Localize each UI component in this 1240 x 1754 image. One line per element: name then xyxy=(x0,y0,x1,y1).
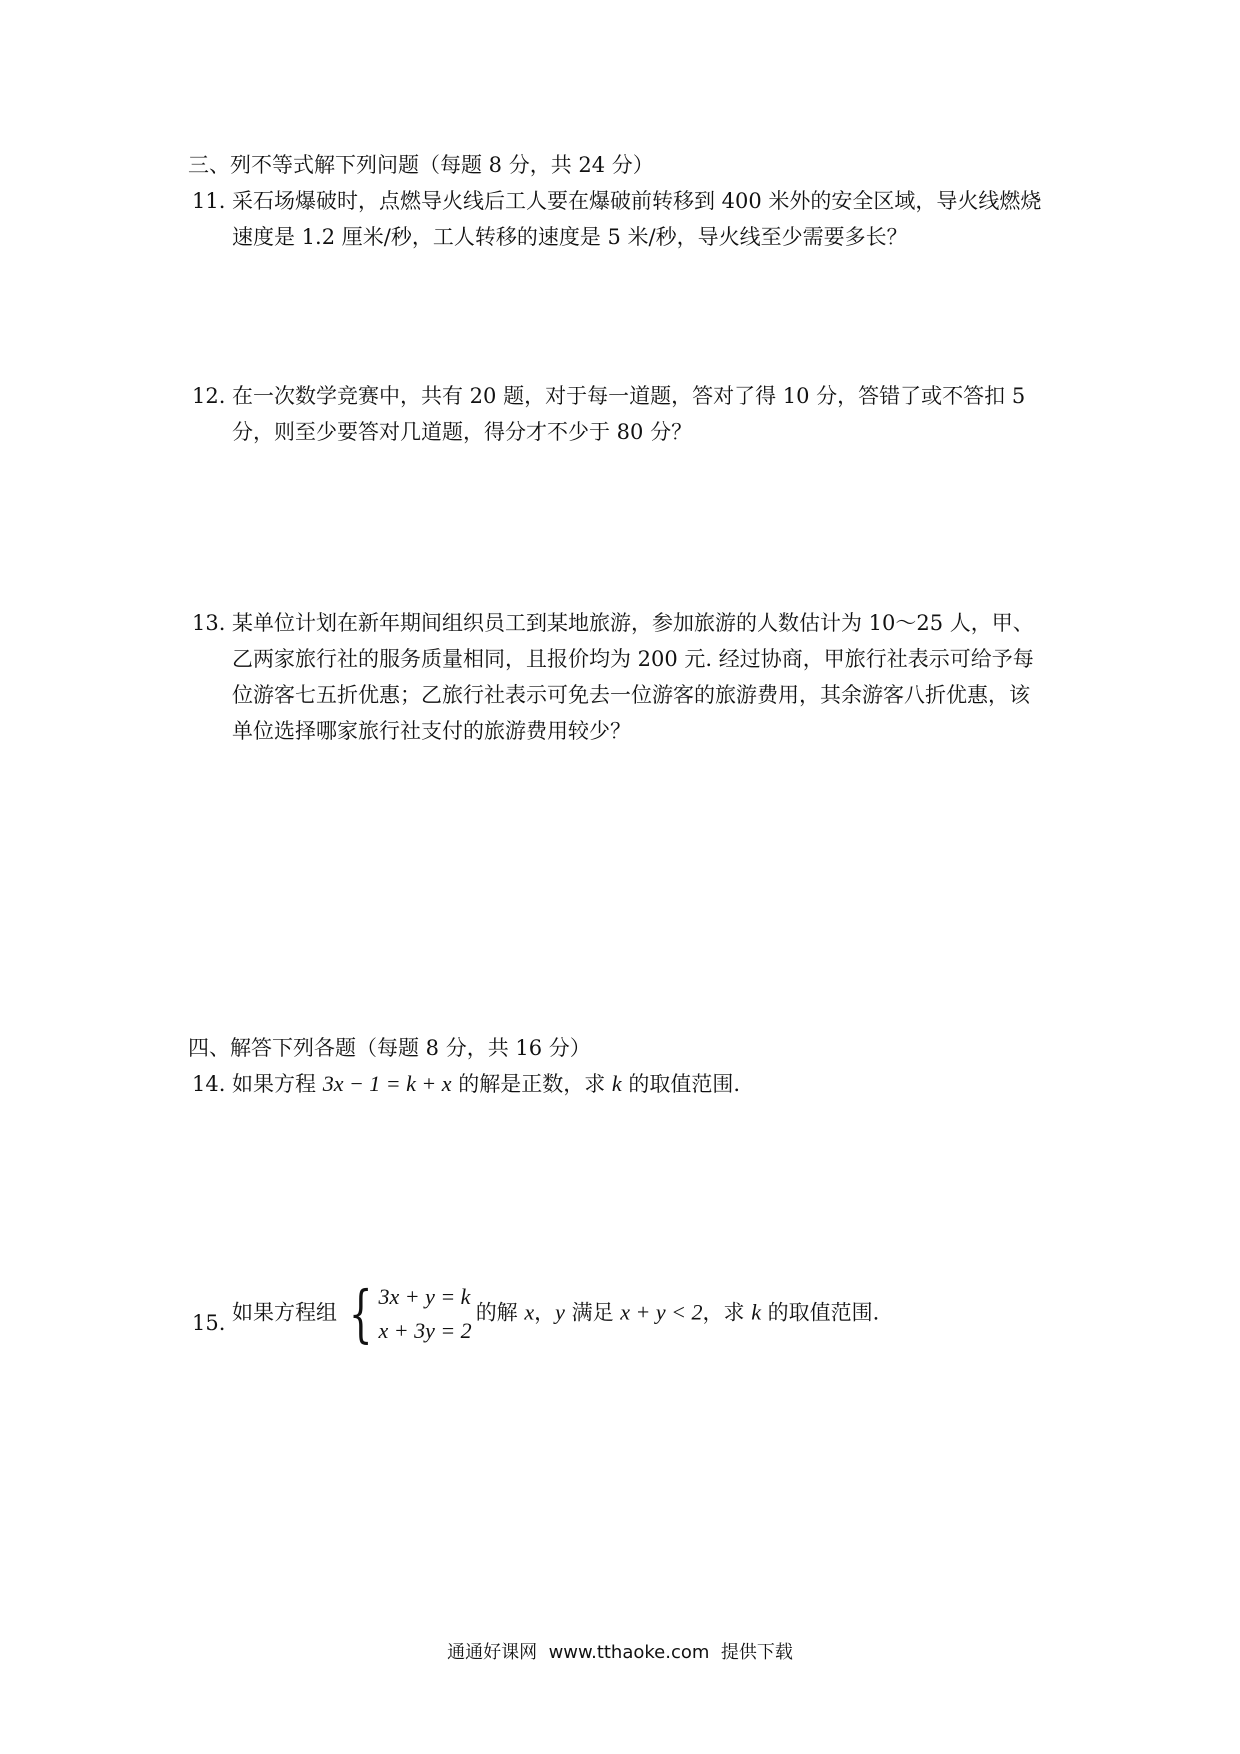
question-text: 的取值范围. xyxy=(767,1300,880,1325)
question-number: 11. xyxy=(192,189,226,213)
question-text-line: 分，则至少要答对几道题，得分才不少于 80 分？ xyxy=(232,420,693,444)
question-text: 的解是正数，求 xyxy=(458,1072,606,1096)
question-text: 的取值范围. xyxy=(628,1072,741,1096)
variable-x: x xyxy=(524,1299,535,1325)
equation-system xyxy=(341,1277,472,1350)
question-14 xyxy=(192,1066,1072,1102)
question-text-line: 在一次数学竞赛中，共有 20 题，对于每一道题，答对了得 10 分，答错了或不答扣 5 xyxy=(232,384,1026,408)
question-text: 如果方程 xyxy=(232,1072,316,1096)
page-footer: 通通好课网 www.tthaoke.com 提供下载 xyxy=(447,1642,793,1663)
question-text-line: 某单位计划在新年期间组织员工到某地旅游，参加旅游的人数估计为 10～25 人，甲、 xyxy=(232,611,1034,635)
system-equation-2: x + 3y = 2 xyxy=(378,1318,472,1343)
question-number: 15. xyxy=(192,1311,226,1335)
variable-k: k xyxy=(751,1299,761,1325)
question-text-line: 位游客七五折优惠；乙旅行社表示可免去一位游客的旅游费用，其余游客八折优惠，该 xyxy=(232,683,1030,707)
question-13 xyxy=(192,605,1072,749)
question-15 xyxy=(192,1277,1072,1350)
question-text: 的解 xyxy=(475,1300,518,1325)
question-text-line: 乙两家旅行社的服务质量相同，且报价均为 200 元. 经过协商，甲旅行社表示可给予每 xyxy=(232,647,1034,671)
question-text: 如果方程组 xyxy=(232,1300,337,1325)
section-3-title: 三、列不等式解下列问题（每题 8 分，共 24 分） xyxy=(188,153,654,177)
punctuation: ， xyxy=(534,1300,556,1325)
section-4-title: 四、解答下列各题（每题 8 分，共 16 分） xyxy=(188,1036,591,1060)
system-equation-1: 3x + y = k xyxy=(378,1284,471,1309)
question-text: ，求 xyxy=(702,1300,745,1325)
left-brace: { xyxy=(348,1277,373,1350)
question-number: 14. xyxy=(192,1072,226,1096)
variable-y: y xyxy=(555,1299,565,1325)
question-text-line: 采石场爆破时，点燃导火线后工人要在爆破前转移到 400 米外的安全区域，导火线燃烧 xyxy=(232,189,1042,213)
question-11 xyxy=(192,183,1072,255)
question-text: 满足 xyxy=(571,1300,614,1325)
equation: 3x − 1 = k + x xyxy=(322,1071,452,1096)
question-number: 12. xyxy=(192,384,226,408)
variable-k: k xyxy=(611,1071,622,1096)
inequality: x + y < 2 xyxy=(620,1299,703,1325)
question-12 xyxy=(192,378,1072,450)
question-number: 13. xyxy=(192,611,226,635)
question-text-line: 速度是 1.2 厘米/秒，工人转移的速度是 5 米/秒，导火线至少需要多长？ xyxy=(232,225,908,249)
question-text-line: 单位选择哪家旅行社支付的旅游费用较少？ xyxy=(232,719,631,743)
